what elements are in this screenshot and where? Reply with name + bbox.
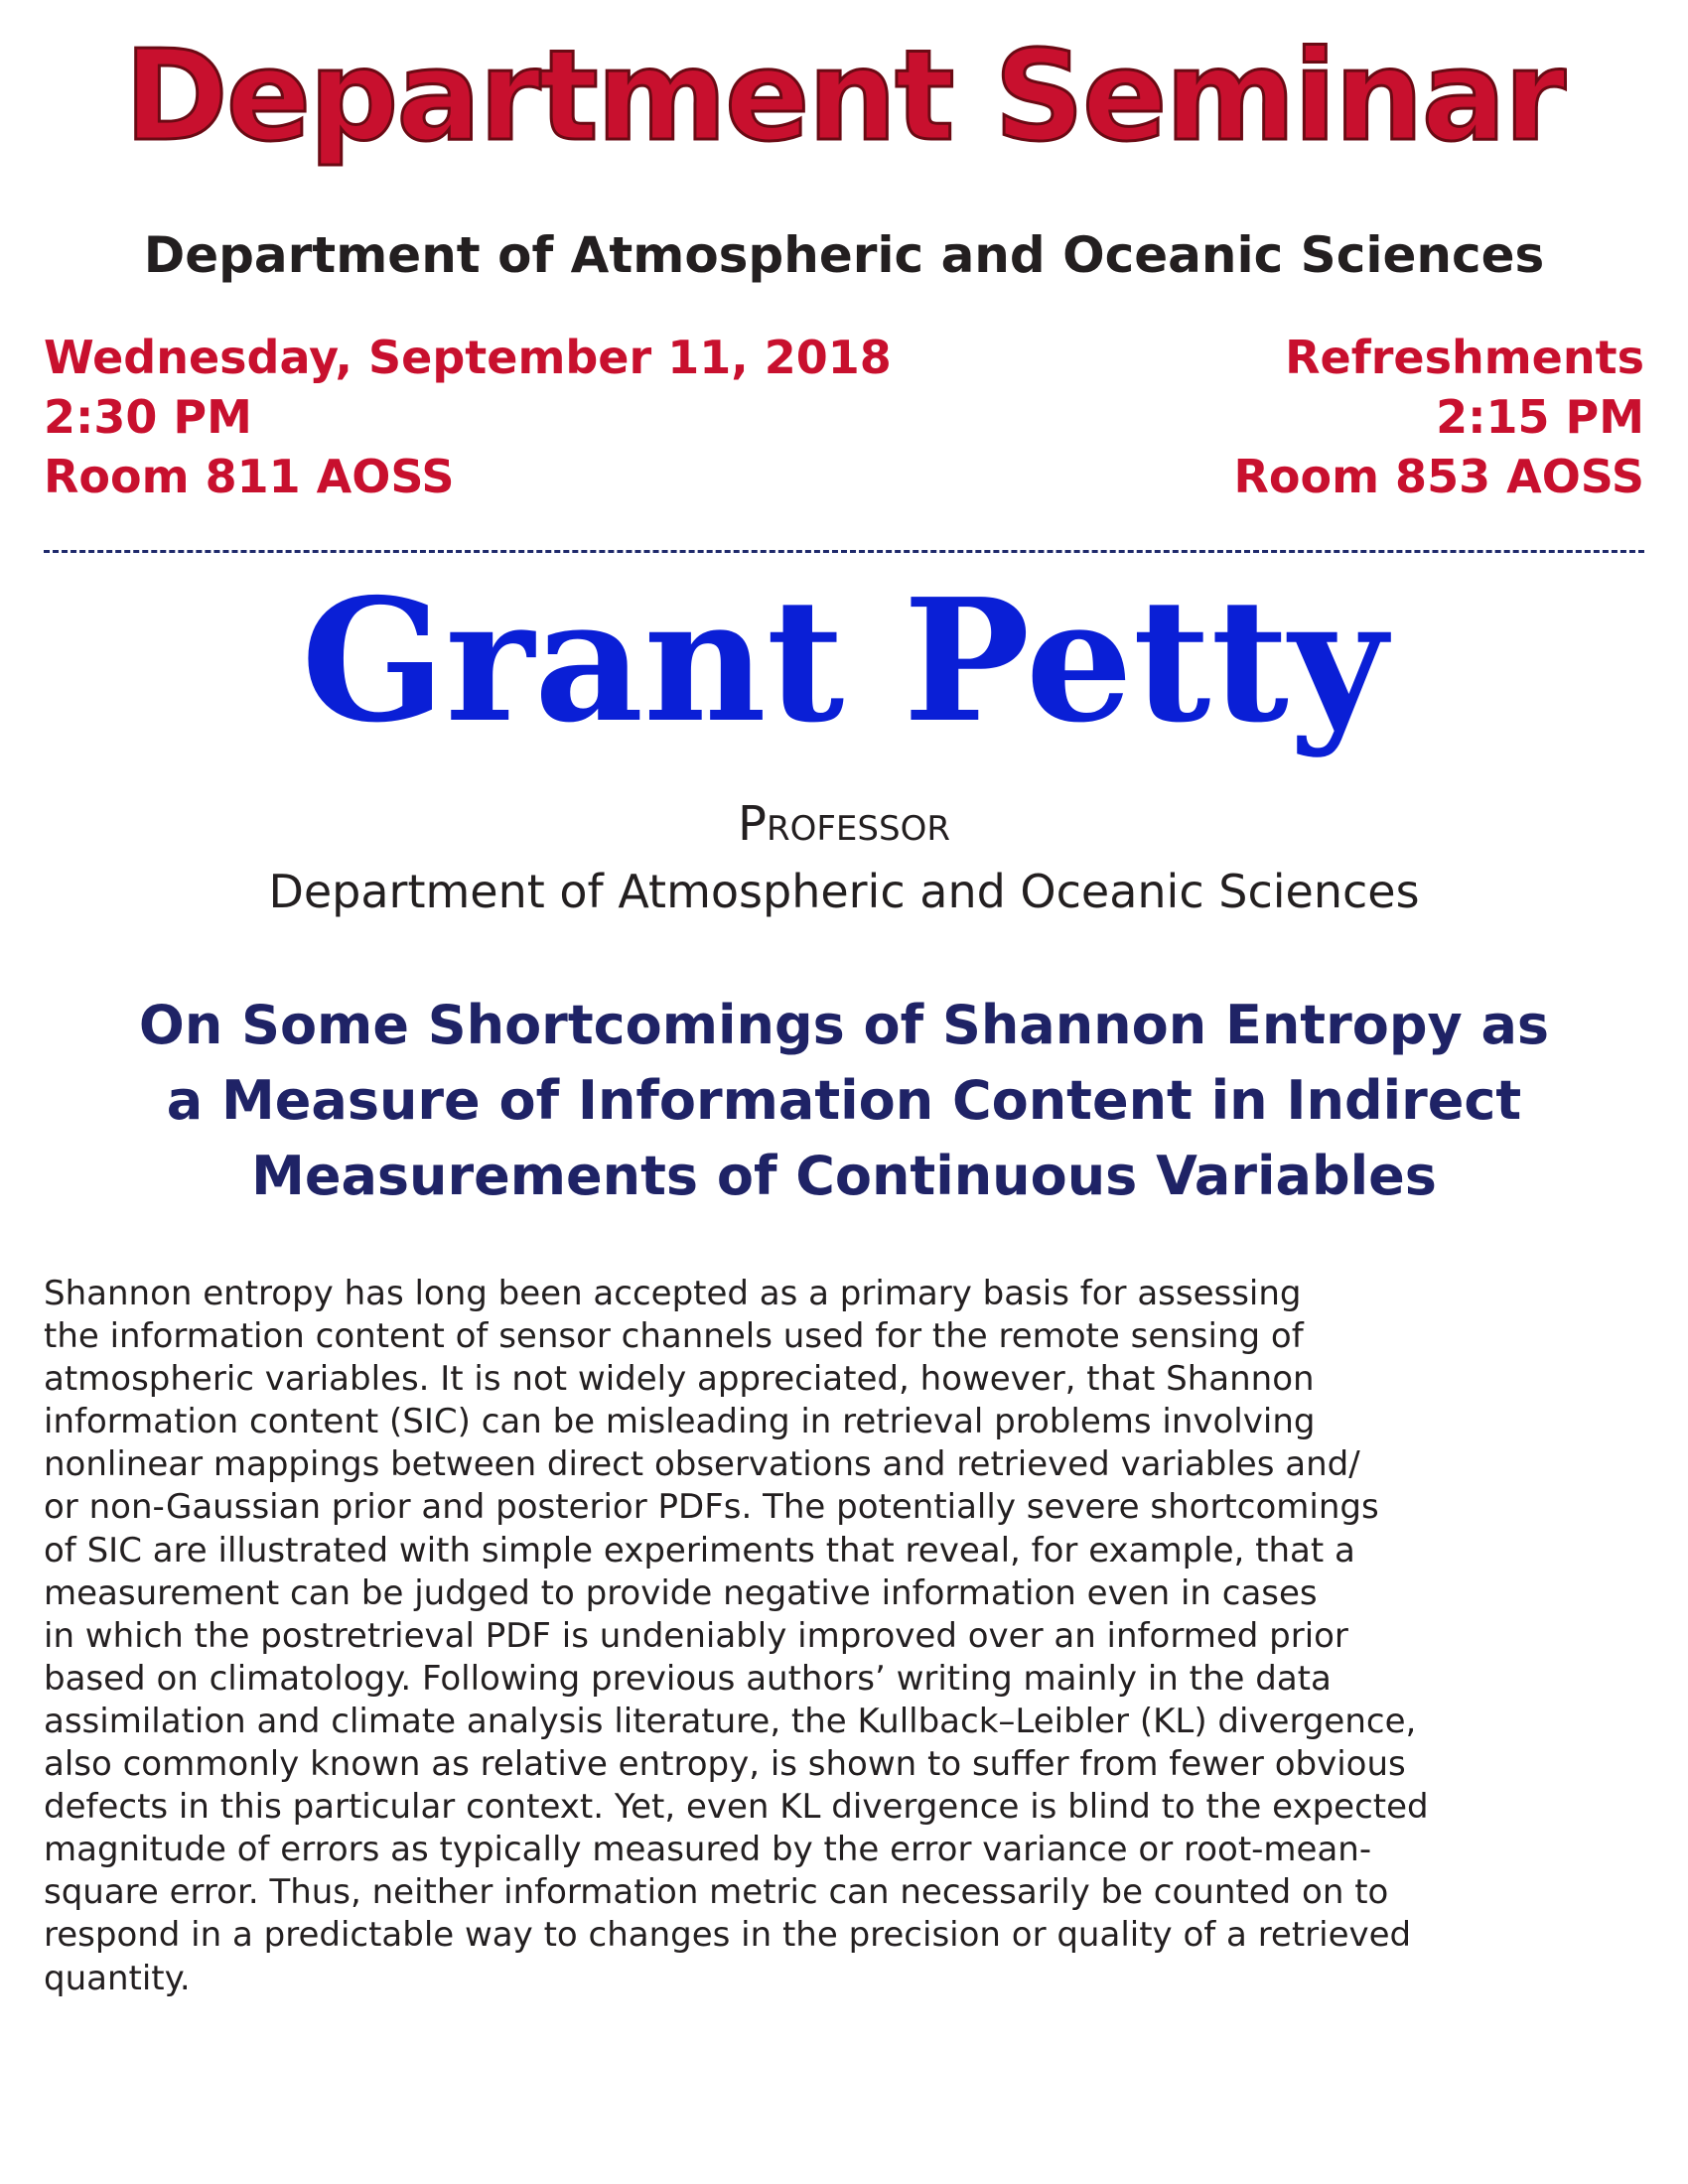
host-department: Department of Atmospheric and Oceanic Sciences [143, 226, 1545, 284]
talk-title-line: On Some Shortcomings of Shannon Entropy as [138, 994, 1550, 1056]
refreshments-label: Refreshments [1285, 331, 1644, 384]
abstract-line: magnitude of errors as typically measured by the error variance or root-mean- [44, 1830, 1372, 1870]
seminar-banner: Department Seminar [124, 23, 1564, 169]
event-time: 2:30 PM [44, 390, 252, 444]
abstract-line: square error. Thus, neither information metric can necessarily be counted on to [44, 1872, 1389, 1913]
abstract-line: the information content of sensor channels used for the remote sensing of [44, 1316, 1304, 1357]
abstract-line: measurement can be judged to provide negative information even in cases [44, 1572, 1318, 1613]
abstract-line: Shannon entropy has long been accepted as a primary basis for assessing [44, 1274, 1302, 1313]
abstract-line: also commonly known as relative entropy, is shown to suffer from fewer obvious [44, 1744, 1406, 1785]
abstract-line: nonlinear mappings between direct observations and retrieved variables and/ [44, 1444, 1360, 1485]
refreshments-time: 2:15 PM [1436, 390, 1644, 444]
abstract-line: quantity. [44, 1958, 191, 1998]
event-details [44, 328, 892, 506]
talk-title [60, 988, 1628, 1214]
abstract-line: in which the postretrieval PDF is undeniably improved over an informed prior [44, 1615, 1348, 1656]
abstract-line: information content (SIC) can be misleading in retrieval problems involving [44, 1402, 1316, 1442]
refreshments-details [1233, 328, 1644, 506]
abstract-line: assimilation and climate analysis literature, the Kullback–Leibler (KL) divergence, [44, 1701, 1417, 1741]
abstract-line: of SIC are illustrated with simple experiments that reveal, for example, that a [44, 1530, 1355, 1570]
refreshments-room: Room 853 AOSS [1233, 450, 1644, 503]
abstract-line: respond in a predictable way to changes in the precision or quality of a retrieved [44, 1915, 1412, 1956]
speaker-affiliation: Department of Atmospheric and Oceanic Sciences [268, 865, 1420, 918]
dashed-divider [44, 550, 1644, 553]
abstract-line: or non-Gaussian prior and posterior PDFs. The potentially severe shortcomings [44, 1487, 1379, 1528]
talk-title-line: Measurements of Continuous Variables [251, 1145, 1437, 1207]
abstract [44, 1273, 1672, 2000]
talk-title-line: a Measure of Information Content in Indirect [166, 1069, 1522, 1132]
event-room: Room 811 AOSS [44, 450, 455, 503]
speaker-name: Grant Petty [301, 562, 1387, 760]
abstract-line: based on climatology. Following previous authors’ writing mainly in the data [44, 1658, 1332, 1699]
abstract-line: atmospheric variables. It is not widely appreciated, however, that Shannon [44, 1359, 1315, 1400]
abstract-line: defects in this particular context. Yet, even KL divergence is blind to the expected [44, 1787, 1429, 1828]
event-date: Wednesday, September 11, 2018 [44, 331, 892, 384]
speaker-position: Professor [738, 796, 950, 852]
